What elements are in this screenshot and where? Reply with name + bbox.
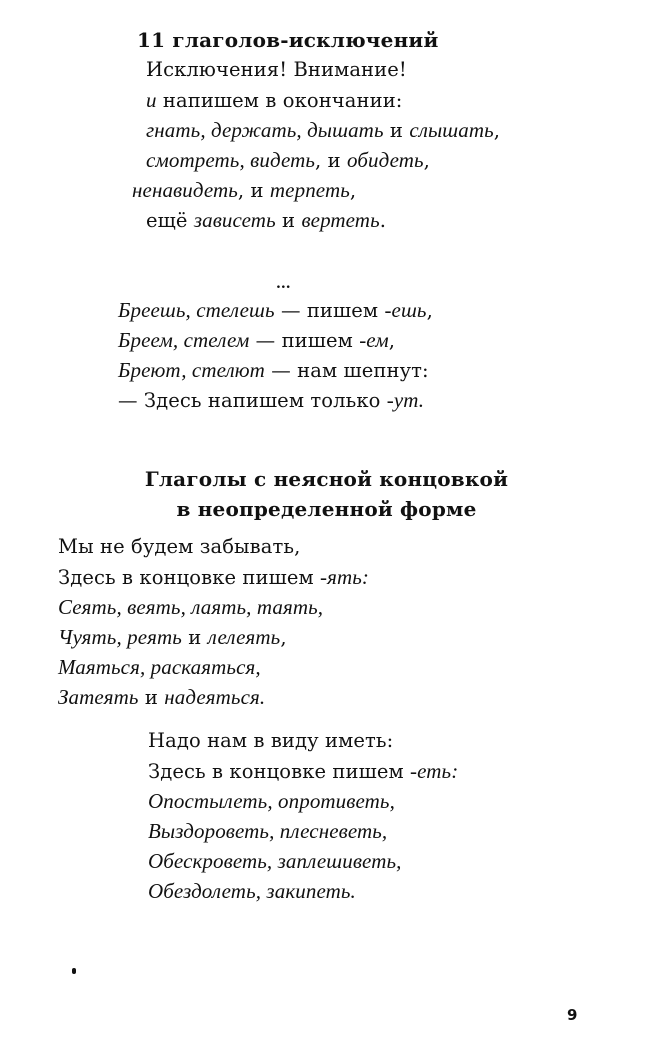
roman-text: и [181, 626, 208, 649]
italic-text: вертеть [301, 208, 380, 232]
roman-text: Здесь в концовке пишем [148, 760, 411, 783]
roman-text: — пишем [274, 299, 385, 322]
roman-text: и [383, 119, 410, 142]
verse-line [58, 685, 265, 710]
verse-line [118, 298, 433, 323]
section-title-unclear-ending-line1: Глаголы с неясной концовкой [144, 467, 509, 491]
italic-text: -ут. [386, 388, 425, 412]
roman-text: Исключения! Внимание! [146, 58, 407, 81]
italic-text: Сеять, веять, лаять, таять, [58, 595, 324, 619]
verse-line [148, 879, 356, 904]
roman-text: , [388, 329, 396, 352]
verse-line [148, 729, 393, 753]
italic-text: Маяться, раскаяться, [58, 655, 261, 679]
italic-text: обидеть [347, 148, 424, 172]
italic-text: -еть: [410, 759, 459, 783]
verse-line [148, 819, 387, 844]
roman-text: , и [315, 149, 348, 172]
italic-text: Опостылеть, опротиветь, [148, 789, 395, 813]
roman-text: , [493, 119, 501, 142]
roman-text: и [275, 209, 302, 232]
roman-text: Надо нам в виду иметь: [148, 729, 394, 752]
verse-line [148, 759, 458, 784]
verse-line [58, 655, 261, 680]
roman-text: — нам шепнут: [264, 359, 429, 382]
verse-line [146, 88, 402, 113]
italic-text: -ешь [384, 298, 427, 322]
verse-line [118, 388, 424, 413]
italic-text: и [146, 88, 157, 112]
roman-text: , [349, 179, 357, 202]
italic-text: Затеять [58, 685, 139, 709]
italic-text: гнать, держать, дышать [146, 118, 384, 142]
verse-line [146, 208, 386, 233]
verse-line [146, 148, 430, 173]
italic-text: лелеять [207, 625, 281, 649]
verse-line [58, 595, 323, 620]
italic-text: Бреем, стелем [118, 328, 250, 352]
roman-text: напишем в окончании: [156, 89, 403, 112]
roman-text: , [426, 299, 433, 322]
roman-text: , [423, 149, 430, 172]
verse-line [58, 625, 287, 650]
italic-text: -ем [359, 328, 389, 352]
verse-line [58, 535, 300, 559]
italic-text: терпеть [269, 178, 350, 202]
italic-text: слышать [409, 118, 494, 142]
page-number: 9 [567, 1006, 578, 1024]
italic-text: Выздороветь, плесневеть, [148, 819, 388, 843]
scan-speck [72, 968, 76, 974]
roman-text: и [138, 686, 165, 709]
verse-line [118, 328, 395, 353]
roman-text: , и [237, 179, 270, 202]
verse-line [146, 118, 500, 143]
verse-line [118, 358, 429, 383]
verse-line [146, 58, 407, 82]
italic-text: Чуять, реять [58, 625, 182, 649]
italic-text: Обездолеть, закипеть. [148, 879, 356, 903]
italic-text: ненавидеть [132, 178, 238, 202]
section-title-unclear-ending-line2: в неопределенной форме [176, 497, 477, 521]
verse-line [148, 789, 395, 814]
verse-line [58, 565, 369, 590]
ellipsis-separator: ... [276, 276, 291, 292]
verse-line [132, 178, 356, 203]
roman-text: — Здесь напишем только [118, 389, 387, 412]
roman-text: Здесь в концовке пишем [58, 566, 321, 589]
roman-text: — пишем [249, 329, 360, 352]
roman-text: ещё [146, 209, 194, 232]
roman-text: . [379, 209, 387, 232]
italic-text: смотреть, видеть [146, 148, 316, 172]
italic-text: Бреешь, стелешь [118, 298, 275, 322]
section-title-exceptions: 11 глаголов-исключений [137, 28, 439, 52]
verse-line [148, 849, 401, 874]
italic-text: -ять: [320, 565, 370, 589]
roman-text: Мы не будем забывать, [58, 535, 301, 558]
italic-text: Обескроветь, заплешиветь, [148, 849, 402, 873]
roman-text: , [280, 626, 287, 649]
italic-text: Бреют, стелют [118, 358, 265, 382]
italic-text: надеяться. [164, 685, 266, 709]
italic-text: зависеть [193, 208, 276, 232]
